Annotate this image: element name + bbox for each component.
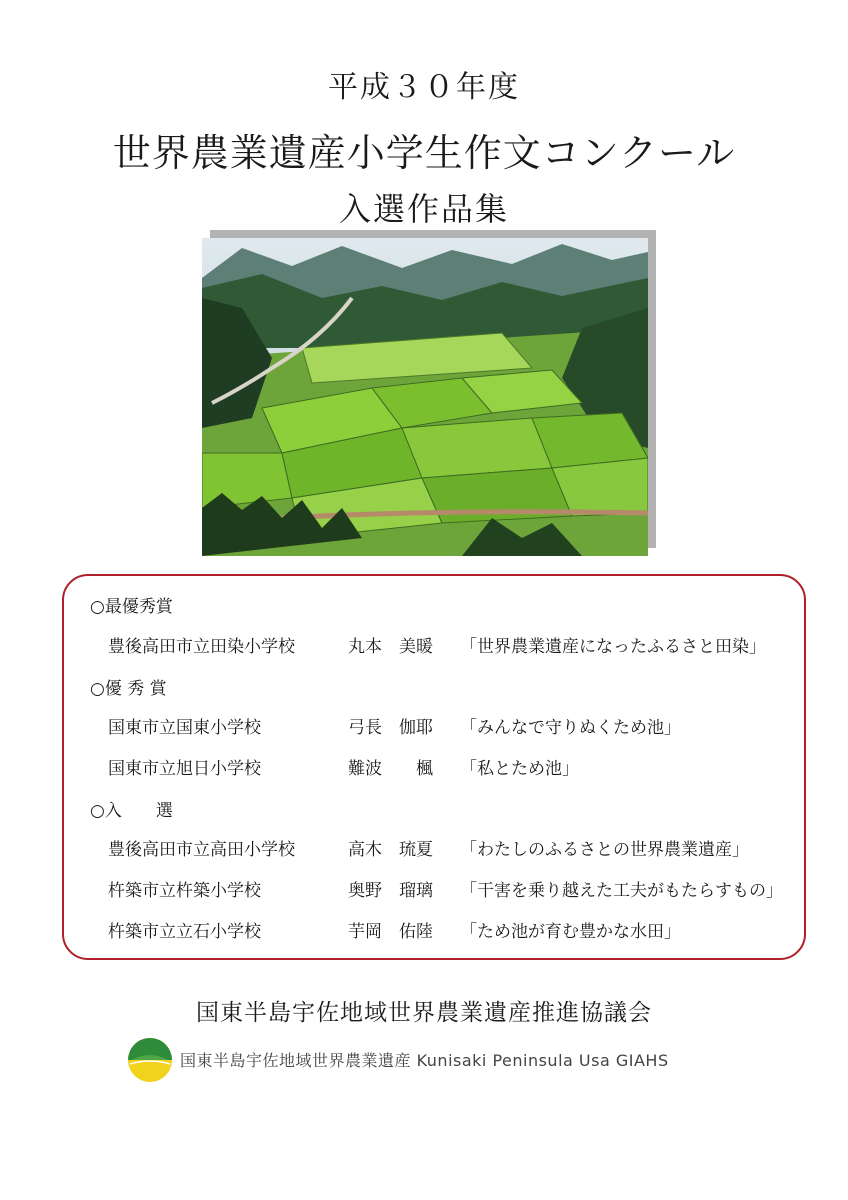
year-heading: 平成３０年度 bbox=[328, 70, 520, 105]
school-name: 豊後高田市立田染小学校 bbox=[108, 637, 295, 657]
organization-name: 国東半島宇佐地域世界農業遺産推進協議会 bbox=[196, 1000, 652, 1026]
essay-title: 「私とため池」 bbox=[460, 759, 579, 779]
student-name: 丸本 美暖 bbox=[348, 637, 433, 657]
essay-title: 「みんなで守りぬくため池」 bbox=[460, 718, 681, 738]
logo-text: 国東半島宇佐地域世界農業遺産 Kunisaki Peninsula Usa GIAHS bbox=[180, 1051, 669, 1070]
award-entry bbox=[108, 754, 808, 778]
giahs-logo bbox=[126, 1036, 726, 1084]
selected-heading: ○入 選 bbox=[90, 801, 173, 821]
page-title: 世界農業遺産小学生作文コンクール bbox=[112, 131, 736, 175]
student-name: 奥野 瑠璃 bbox=[348, 881, 433, 901]
student-name: 難波 楓 bbox=[348, 759, 433, 779]
student-name: 高木 琉夏 bbox=[348, 840, 433, 860]
giahs-logo-icon bbox=[126, 1036, 174, 1084]
award-entry bbox=[108, 713, 808, 737]
school-name: 豊後高田市立高田小学校 bbox=[108, 840, 295, 860]
school-name: 国東市立国東小学校 bbox=[108, 718, 261, 738]
school-name: 杵築市立杵築小学校 bbox=[108, 881, 261, 901]
essay-title: 「わたしのふるさとの世界農業遺産」 bbox=[460, 840, 749, 860]
award-entry bbox=[108, 632, 808, 656]
school-name: 杵築市立立石小学校 bbox=[108, 922, 261, 942]
student-name: 芋岡 佑陸 bbox=[348, 922, 433, 942]
essay-title: 「ため池が育む豊かな水田」 bbox=[460, 922, 681, 942]
essay-title: 「世界農業遺産になったふるさと田染」 bbox=[460, 637, 766, 657]
award-entry bbox=[108, 835, 808, 859]
page-subtitle: 入選作品集 bbox=[338, 190, 509, 228]
student-name: 弓長 伽耶 bbox=[348, 718, 433, 738]
award-entry bbox=[108, 917, 808, 941]
excellence-heading: ○優 秀 賞 bbox=[90, 679, 167, 699]
school-name: 国東市立旭日小学校 bbox=[108, 759, 261, 779]
terraced-rice-field-photo bbox=[202, 238, 648, 556]
award-entry bbox=[108, 876, 808, 900]
essay-title: 「干害を乗り越えた工夫がもたらすもの」 bbox=[460, 881, 783, 901]
grand-prize-heading: ○最優秀賞 bbox=[90, 597, 173, 617]
